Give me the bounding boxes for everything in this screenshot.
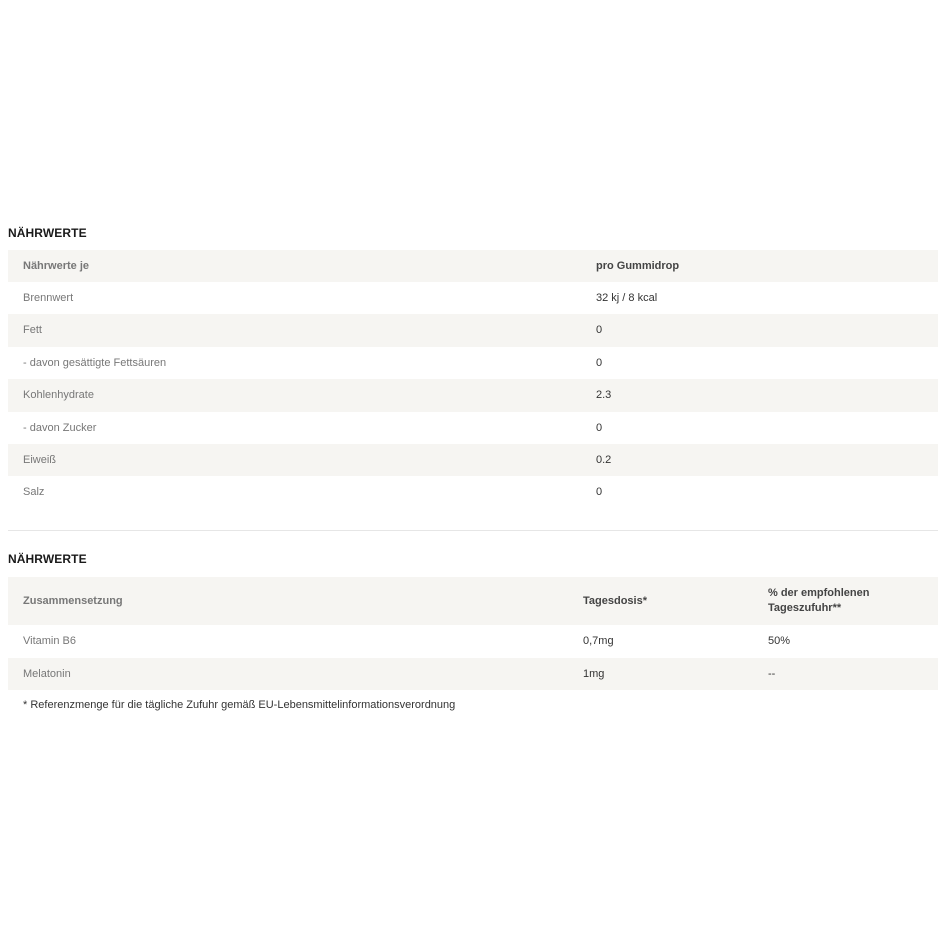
table-row [8,282,938,314]
row-value: 0 [596,324,603,336]
row-label: - davon gesättigte Fettsäuren [23,356,167,369]
row-label: Salz [23,485,45,498]
composition-header-percent-line2: Tageszufuhr** [768,602,842,614]
footnote: * Referenzmenge für die tägliche Zufuhr gemäß EU-Lebensmittelinformationsverordnung [23,699,456,711]
table-row [8,314,938,347]
nutrition-header-label: Nährwerte je [23,259,90,272]
composition-header-ingredient: Zusammensetzung [23,594,123,607]
table-row [8,476,938,508]
table-row [8,625,938,658]
ingredient-dose: 1mg [583,667,605,680]
row-label: Kohlenhydrate [23,389,94,401]
table-row [8,347,938,379]
row-value: 0 [596,421,603,434]
nutrition-section-title: NÄHRWERTE [8,226,87,240]
table-row [8,658,938,690]
row-label: Brennwert [23,291,74,304]
row-label: - davon Zucker [23,421,97,434]
row-value: 2.3 [596,389,612,401]
nutrition-header-value: pro Gummidrop [596,259,680,272]
composition-section-title: NÄHRWERTE [8,552,87,566]
row-value: 0 [596,356,603,369]
table-row [8,379,938,412]
ingredient-percent: -- [768,667,776,680]
row-label: Eiweiß [23,453,57,466]
row-label: Fett [23,324,42,336]
table-row [8,412,938,444]
ingredient-name: Vitamin B6 [23,635,76,647]
ingredient-dose: 0,7mg [583,635,614,647]
nutrition-table-header [8,250,938,282]
row-value: 0 [596,485,603,498]
row-value: 32 kj / 8 kcal [596,291,658,304]
row-value: 0.2 [596,453,612,466]
section-divider [8,530,938,531]
composition-table-header [8,577,938,625]
table-row [8,444,938,476]
composition-header-percent-line1: % der empfohlenen [768,587,870,599]
composition-header-percent [768,577,869,625]
composition-header-daily-dose: Tagesdosis* [583,594,647,607]
ingredient-name: Melatonin [23,667,71,680]
ingredient-percent: 50% [768,635,791,647]
